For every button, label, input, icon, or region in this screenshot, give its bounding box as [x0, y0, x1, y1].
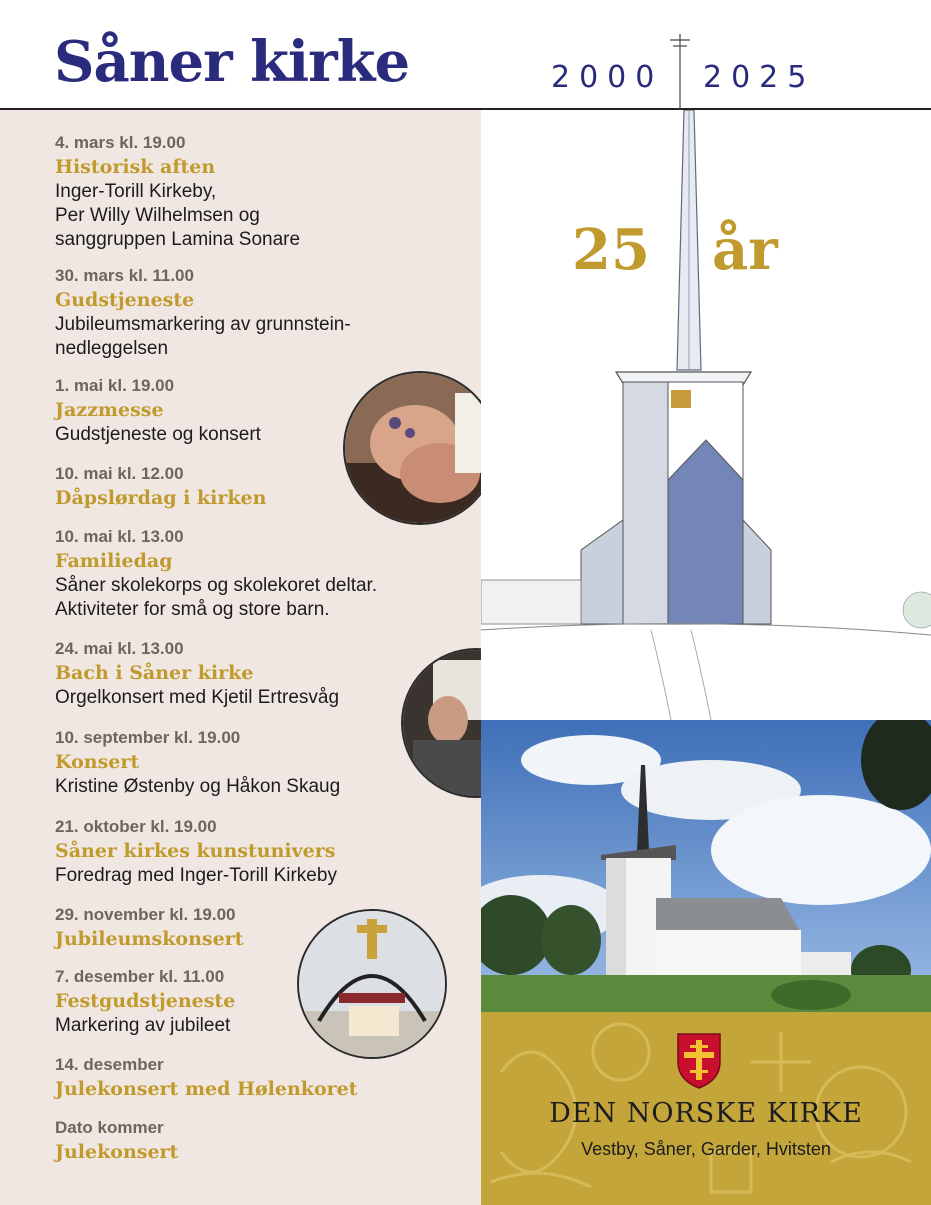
- church-of-norway-shield-icon: [676, 1032, 722, 1090]
- event-item: [55, 463, 266, 511]
- event-date: 14. desember: [55, 1055, 164, 1074]
- page-title: Såner kirke: [54, 29, 410, 95]
- event-title: Gudstjeneste: [55, 289, 195, 311]
- anniversary-unit: år: [712, 217, 778, 283]
- year-end: 2025: [703, 60, 816, 95]
- brand-parishes: Vestby, Såner, Garder, Hvitsten: [581, 1139, 831, 1159]
- baptism-photo: [343, 371, 497, 525]
- event-item: [55, 1054, 358, 1102]
- event-item: [55, 1117, 178, 1165]
- event-date: 24. mai kl. 13.00: [55, 639, 184, 658]
- year-start: 2000: [551, 60, 664, 95]
- event-desc-line: Gudstjeneste og konsert: [55, 424, 261, 445]
- event-item: [55, 904, 243, 952]
- event-desc-line: Aktiviteter for små og store barn.: [55, 599, 330, 620]
- event-desc-line: sanggruppen Lamina Sonare: [55, 229, 301, 250]
- event-item: [55, 816, 337, 888]
- event-title: Konsert: [55, 751, 140, 773]
- event-desc-line: Orgelkonsert med Kjetil Ertresvåg: [55, 687, 340, 708]
- event-item: [55, 638, 339, 710]
- event-date: 10. september kl. 19.00: [55, 728, 241, 747]
- event-title: Julekonsert: [55, 1141, 179, 1163]
- event-title: Jazzmesse: [55, 399, 164, 421]
- event-title: Familiedag: [55, 550, 173, 572]
- event-title: Festgudstjeneste: [55, 990, 236, 1012]
- event-desc-line: Kristine Østenby og Håkon Skaug: [55, 776, 341, 797]
- event-title: Såner kirkes kunstunivers: [55, 840, 336, 862]
- brand-name: DEN NORSKE KIRKE: [549, 1098, 863, 1129]
- event-desc-line: Foredrag med Inger-Torill Kirkeby: [55, 865, 337, 886]
- event-title: Bach i Såner kirke: [55, 662, 254, 684]
- event-desc-line: Markering av jubileet: [55, 1015, 231, 1036]
- event-date: 10. mai kl. 12.00: [55, 464, 184, 483]
- event-date: 30. mars kl. 11.00: [55, 266, 194, 285]
- event-date: 7. desember kl. 11.00: [55, 967, 225, 986]
- event-date: 4. mars kl. 19.00: [55, 133, 186, 152]
- event-item: [55, 132, 300, 252]
- event-title: Dåpslørdag i kirken: [55, 487, 267, 509]
- event-title: Julekonsert med Hølenkoret: [55, 1078, 358, 1100]
- event-date: 21. oktober kl. 19.00: [55, 817, 217, 836]
- event-item: [55, 375, 261, 447]
- spire-cross-icon: [660, 30, 700, 130]
- event-item: [55, 727, 340, 799]
- event-date: 1. mai kl. 19.00: [55, 376, 175, 395]
- event-item: [55, 265, 351, 361]
- brand-box: [481, 1012, 931, 1205]
- event-date: Dato kommer: [55, 1118, 164, 1137]
- event-desc-line: Per Willy Wilhelmsen og: [55, 205, 260, 226]
- event-date: 29. november kl. 19.00: [55, 905, 236, 924]
- altar-photo: [297, 909, 447, 1059]
- church-sketch: [481, 110, 931, 720]
- anniversary-number: 25: [572, 217, 650, 283]
- event-date: 10. mai kl. 13.00: [55, 527, 184, 546]
- event-item: [55, 526, 377, 622]
- event-title: Historisk aften: [55, 156, 216, 178]
- event-item: [55, 966, 235, 1038]
- event-desc-line: Inger-Torill Kirkeby,: [55, 181, 217, 202]
- event-title: Jubileumskonsert: [55, 928, 244, 950]
- event-desc-line: nedleggelsen: [55, 338, 169, 359]
- event-desc-line: Jubileumsmarkering av grunnstein-: [55, 314, 351, 335]
- event-desc-line: Såner skolekorps og skolekoret deltar.: [55, 575, 378, 596]
- church-photo: [481, 720, 931, 1012]
